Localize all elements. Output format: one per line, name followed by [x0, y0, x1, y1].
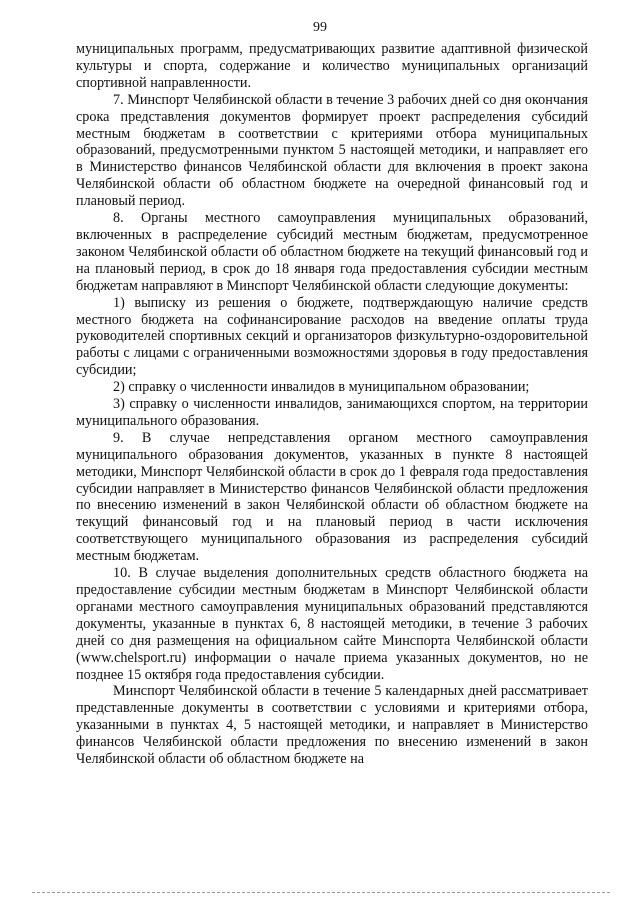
paragraph-item-10-continued: Минспорт Челябинской области в течение 5 календарных дней рассматривает представленные документы в соответствии с условиями и критериями отбора, указанными в пунктах 4, 5 настоящей методики, и направляет в Министерство финансов Челябинской области предложения по внесению изменений в закон Челябинской области об областном бюджете на	[76, 683, 588, 768]
page-bottom-divider	[32, 892, 610, 893]
document-body	[76, 41, 588, 768]
paragraph-item-9: 9. В случае непредставления органом местного самоуправления муниципального образования документов, указанных в пункте 8 настоящей методики, Минспорт Челябинской области в срок до 1 февраля года предоставления субсидии направляет в Министерство финансов Челябинской области предложения по внесению изменений в закон Челябинской области об областном бюджете на текущий финансовый год и на плановый период в части исключения соответствующего муниципального образования из распределения субсидий местным бюджетам.	[76, 429, 588, 565]
paragraph-item-10: 10. В случае выделения дополнительных средств областного бюджета на предоставление субсидии местным бюджетам в Минспорт Челябинской области органами местного самоуправления муниципальных образований представляются документы, указанные в пунктах 6, 8 настоящей методики, в течение 3 рабочих дней со дня размещения на официальном сайте Минспорта Челябинской области (www.chelsport.ru) информации о начале приема указанных документов, но не позднее 15 октября года предоставления субсидии.	[76, 565, 588, 683]
page-number: 99	[313, 20, 327, 35]
paragraph-continuation: муниципальных программ, предусматривающих развитие адаптивной физической культуры и спорта, содержание и количество муниципальных организаций спортивной направленности.	[76, 41, 588, 91]
paragraph-subitem-3: 3) справку о численности инвалидов, занимающихся спортом, на территории муниципального образования.	[76, 396, 588, 429]
paragraph-item-8: 8. Органы местного самоуправления муниципальных образований, включенных в распределение субсидий местным бюджетам, предусмотренное законом Челябинской области об областном бюджете на текущий финансовый год и на плановый период, в срок до 18 января года предоставления субсидии местным бюджетам направляют в Минспорт Челябинской области следующие документы:	[76, 210, 588, 294]
paragraph-item-7: 7. Минспорт Челябинской области в течение 3 рабочих дней со дня окончания срока представления документов формирует проект распределения субсидий местным бюджетам в соответствии с критериями отбора муниципальных образований, предусмотренными пунктом 5 настоящей методики, и направляет его в Министерство финансов Челябинской области для включения в проект закона Челябинской области об областном бюджете на очередной финансовый год и плановый период.	[76, 91, 588, 210]
paragraph-subitem-1: 1) выписку из решения о бюджете, подтверждающую наличие средств местного бюджета на софинансирование расходов на введение оплаты труда руководителей спортивных секций и организаторов физкультурно-оздоровительной работы с лицами с ограниченными возможностями здоровья в году предоставления субсидии;	[76, 294, 588, 379]
paragraph-subitem-2: 2) справку о численности инвалидов в муниципальном образовании;	[113, 379, 530, 396]
